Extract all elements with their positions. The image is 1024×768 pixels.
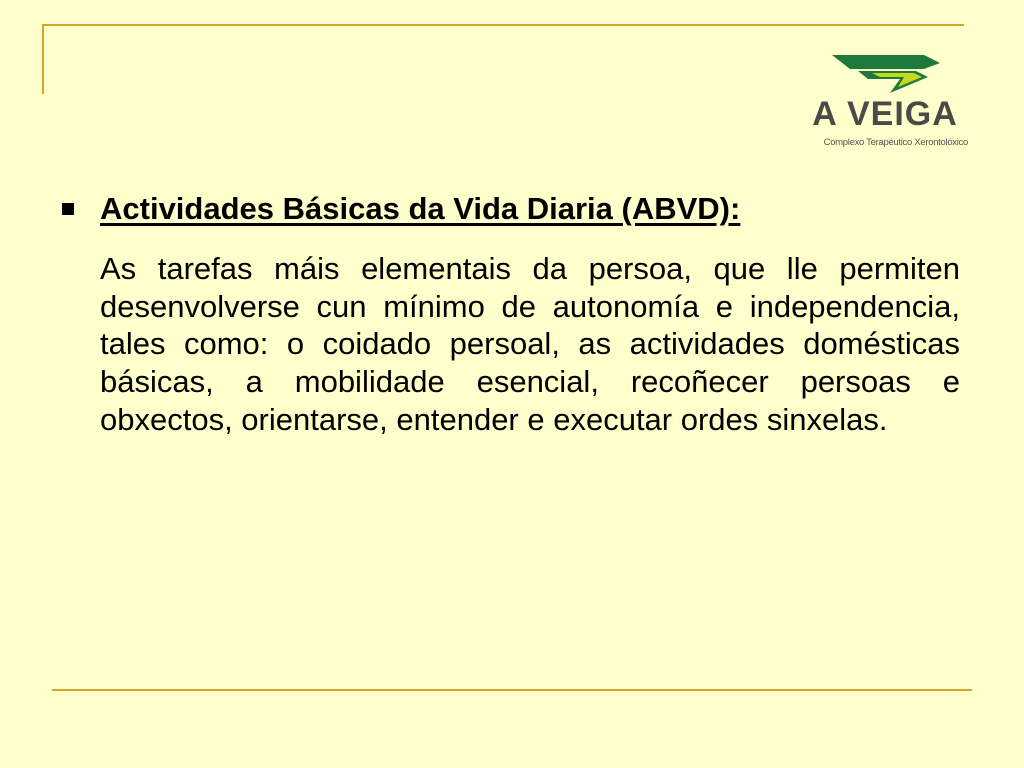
aveiga-logo (800, 45, 970, 155)
logo-emblem-icon (828, 49, 942, 97)
bullet-icon (62, 203, 74, 215)
left-rule (42, 24, 44, 94)
top-rule (42, 24, 964, 26)
slide-content (100, 190, 960, 439)
logo-name: A VEIGA (812, 95, 958, 133)
section-body: As tarefas máis elementais da persoa, que lle permiten desenvolverse cun mínimo de autonomía e independencia, tales como: o coidado persoal, as actividades domésticas básicas, a mobilidade esencial, recoñecer persoas e obxectos, orientarse, entender e executar ordes sinxelas. (100, 250, 960, 438)
logo-subtitle: Complexo Terapéutico Xerontolóxico (823, 137, 968, 148)
bottom-rule (52, 689, 972, 691)
section-heading: Actividades Básicas da Vida Diaria (ABVD): (100, 191, 741, 226)
